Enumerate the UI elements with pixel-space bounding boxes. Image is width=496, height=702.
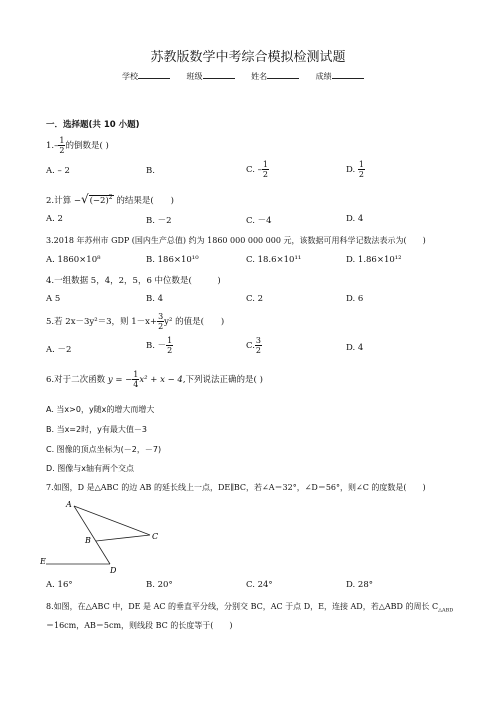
q2-option-d: D. 4: [346, 214, 364, 224]
name-field[interactable]: 姓名: [251, 72, 299, 81]
school-field[interactable]: 学校: [122, 72, 170, 81]
class-field[interactable]: 班级: [187, 72, 235, 81]
question-2-stem: 2.计算 $-√(-2)^2$ 的结果是( ): [46, 192, 174, 206]
label-a: A: [66, 500, 72, 509]
q1-option-d: D. $\frac{1}{2}$: [346, 160, 365, 179]
question-7-stem: 7.如图，D 是△ABC 的边 AB 的延长线上一点，DE∥BC，若∠A＝32°，∠D＝56°，则∠C 的度数是( ): [46, 483, 426, 492]
q4-option-c: C. 2: [246, 294, 264, 304]
label-e: E: [40, 557, 46, 566]
q6-option-c: C. 图像的顶点坐标为(－2，－7): [46, 445, 162, 454]
q3-option-a: A. 1860×10⁸: [46, 255, 101, 265]
section-heading: 一．选择题(共 10 小题): [46, 120, 140, 130]
q3-option-b: B. 186×10¹⁰: [146, 255, 199, 265]
q2-option-a: A. 2: [46, 214, 63, 224]
q6-option-b: B. 当x=2时，y有最大值－3: [46, 425, 147, 434]
q5-option-a: A. －2: [46, 345, 72, 355]
question-6-stem: 6.对于二次函数 y = − $\frac{1}{4}$ x² + x − 4,下列说法正确的是( ): [46, 370, 263, 389]
q7-option-a: A. 16°: [46, 580, 73, 590]
q5-option-c: C. $\frac{3}{2}$: [246, 336, 261, 355]
q1-option-a: A. – 2: [46, 166, 70, 176]
page-title: 苏教版数学中考综合模拟检测试题: [150, 50, 346, 65]
q5-option-d: D. 4: [346, 343, 364, 353]
q6-option-a: A. 当x>0，y随x的增大而增大: [46, 405, 155, 414]
question-8-line-2: ＝16cm，AB＝5cm，则线段 BC 的长度等于( ): [46, 621, 233, 630]
question-3-stem: 3.2018 年苏州市 GDP (国内生产总值) 约为 1860 000 000 000 元，该数据可用科学记数法表示为( ): [46, 236, 426, 245]
student-info-row: [122, 70, 378, 82]
q4-option-d: D. 6: [346, 294, 364, 304]
label-d: D: [110, 566, 117, 575]
triangle-figure: [40, 498, 170, 576]
question-1-stem: 1.– $\frac{1}{2}$ 的倒数是( ): [46, 136, 109, 155]
question-5-stem: 5.若 2x－3y²＝3，则 1－x+ $\frac{3}{2}$ y² 的值是( ): [46, 312, 225, 331]
q7-option-c: C. 24°: [246, 580, 273, 590]
label-b: B: [85, 536, 91, 545]
q6-option-d: D. 图像与x轴有两个交点: [46, 464, 134, 473]
q3-option-c: C. 18.6×10¹¹: [246, 255, 302, 265]
q1-option-c: C. – $\frac{1}{2}$: [246, 160, 268, 179]
q7-option-b: B. 20°: [146, 580, 173, 590]
label-c: C: [152, 532, 159, 541]
q3-option-d: D. 1.86×10¹²: [346, 255, 402, 265]
q4-option-b: B. 4: [146, 294, 164, 304]
question-8-line-1: 8.如图，在△ABC 中，DE 是 AC 的垂直平分线，分别交 BC，AC 于点 D，E，连接 AD，若△ABD 的周长 $C_{\triangle ABD}$: [46, 602, 454, 614]
q5-option-b: B. － $\frac{1}{2}$: [146, 336, 173, 355]
question-4-stem: 4.一组数据 5，4，2，5，6 中位数是( ): [46, 276, 221, 286]
q1-option-b: B.: [146, 166, 155, 176]
q2-option-c: C. －4: [246, 216, 272, 226]
q4-option-a: A 5: [46, 294, 61, 304]
q2-option-b: B. －2: [146, 216, 172, 226]
score-field[interactable]: 成绩: [316, 72, 364, 81]
q7-option-d: D. 28°: [346, 580, 373, 590]
